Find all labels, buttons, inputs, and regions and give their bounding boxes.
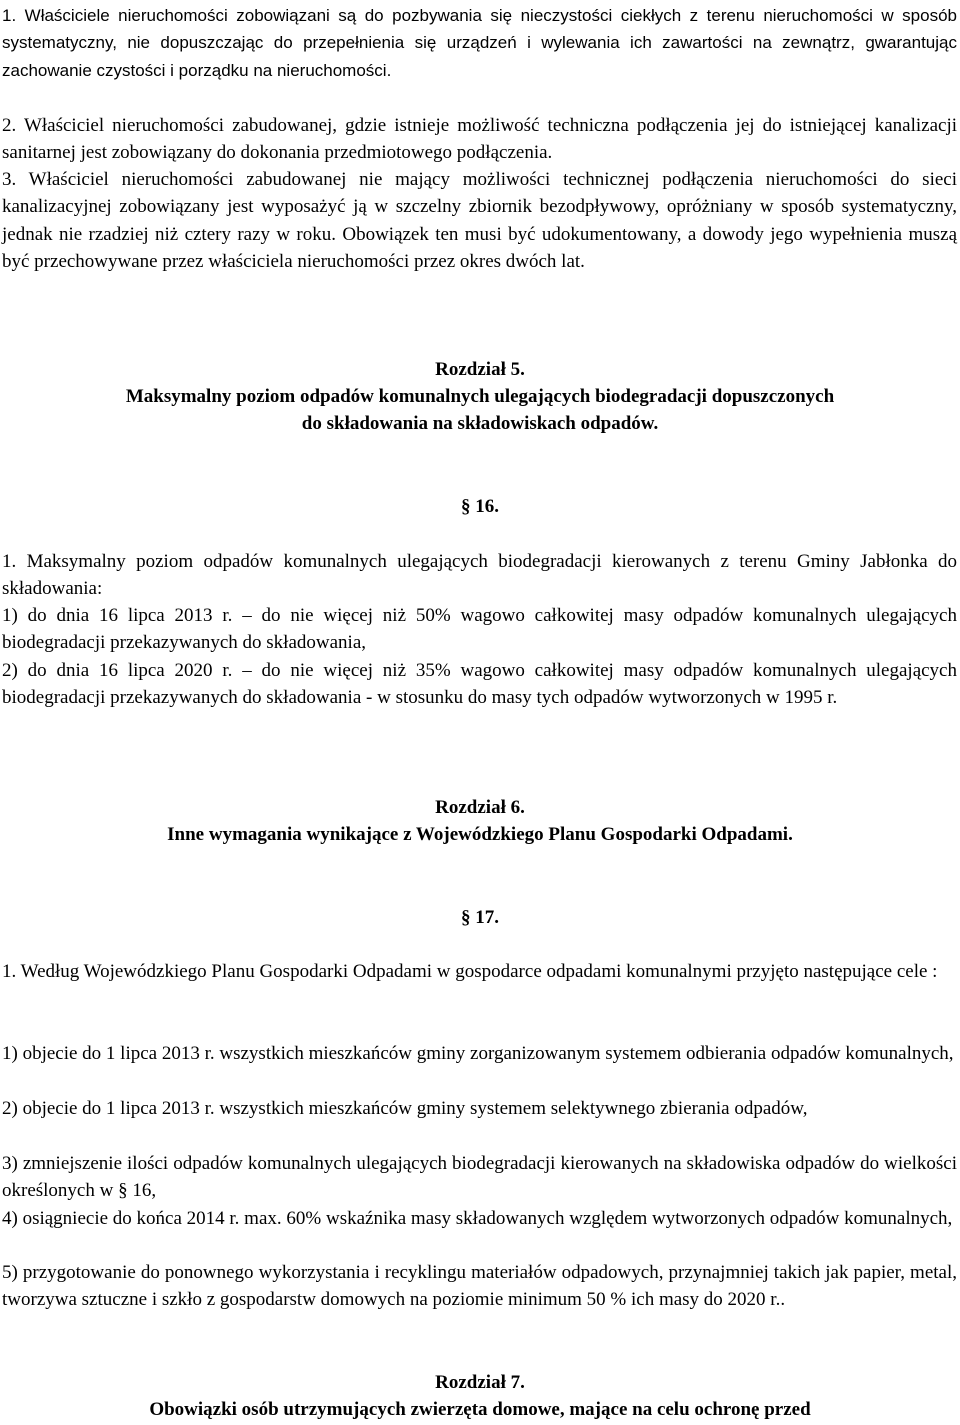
section-sign-icon: § <box>461 496 471 517</box>
section-17-heading <box>0 904 960 931</box>
chapter-5-intro: 1. Maksymalny poziom odpadów komunalnych ulegających biodegradacji kierowanych z terenu Gminy Jabłonka do składowania: <box>2 551 957 600</box>
section-sign-icon: § <box>461 907 471 928</box>
chapter-6-intro: 1. Według Wojewódzkiego Planu Gospodarki Odpadami w gospodarce odpadami komunalnymi przyjęto następujące cele : <box>2 961 938 982</box>
section-16-number: 16. <box>475 496 499 517</box>
chapter-5-title-line-2: do składowania na składowiskach odpadów. <box>301 413 659 434</box>
chapter-7-label: Rozdział 7. <box>435 1372 525 1393</box>
chapter-6-item-4: 4) osiągniecie do końca 2014 r. max. 60% wskaźnika masy składowanych względem wytworzonych odpadów komunalnych, <box>2 1208 953 1229</box>
chapter-7-title-line-1: Obowiązki osób utrzymujących zwierzęta domowe, mające na celu ochronę przed <box>149 1399 811 1420</box>
chapter-6-item-3: 3) zmniejszenie ilości odpadów komunalnych ulegających biodegradacji kierowanych na składowiska odpadów do wielkości określonych w § 16, <box>2 1153 957 1202</box>
chapter-5-title-line-1: Maksymalny poziom odpadów komunalnych ulegających biodegradacji dopuszczonych <box>125 386 835 407</box>
chapter-6-item-1: 1) objecie do 1 lipca 2013 r. wszystkich mieszkańców gminy zorganizowanym systemem odbierania odpadów komunalnych, <box>2 1043 954 1064</box>
section-17-number: 17. <box>475 907 499 928</box>
chapter-5-label: Rozdział 5. <box>435 359 525 380</box>
chapter-6-item-2: 2) objecie do 1 lipca 2013 r. wszystkich mieszkańców gminy systemem selektywnego zbierania odpadów, <box>2 1098 808 1119</box>
chapter-6-title: Inne wymagania wynikające z Wojewódzkiego Planu Gospodarki Odpadami. <box>167 824 793 845</box>
section-16-heading <box>0 493 960 520</box>
chapter-6-item-5: 5) przygotowanie do ponownego wykorzystania i recyklingu materiałów odpadowych, przynajmniej takich jak papier, metal, tworzywa sztuczne i szkło z gospodarstw domowych na poziomie minimum 50 % ich masy do 2020 r.. <box>2 1262 957 1311</box>
paragraph-3: 3. Właściciel nieruchomości zabudowanej nie mający możliwości technicznej podłączenia nieruchomości do sieci kanalizacyjnej zobowiązany jest wyposażyć ją w szczelny zbiornik bezodpływowy, opróżniany w sposób systematyczny, jednak nie rzadziej niż cztery razy w roku. Obowiązek ten musi być udokumentowany, a dowody jego wypełnienia muszą być przechowywane przez właściciela nieruchomości przez okres dwóch lat. <box>2 169 957 272</box>
chapter-5-item-1: 1) do dnia 16 lipca 2013 r. – do nie więcej niż 50% wagowo całkowitej masy odpadów komunalnych ulegających biodegradacji przekazywanych do składowania, <box>2 605 957 654</box>
chapter-6-label: Rozdział 6. <box>435 797 525 818</box>
paragraph-2: 2. Właściciel nieruchomości zabudowanej, gdzie istnieje możliwość techniczna podłączenia jej do istniejącej kanalizacji sanitarnej jest zobowiązany do dokonania przedmiotowego podłączenia. <box>2 115 957 164</box>
paragraph-1: 1. Właściciele nieruchomości zobowiązani są do pozbywania się nieczystości ciekłych z terenu nieruchomości w sposób systematyczny, nie dopuszczając do przepełnienia się urządzeń i wylewania ich zawartości na zewnątrz, gwarantując zachowanie czystości i porządku na nieruchomości. <box>2 6 957 80</box>
chapter-5-item-2: 2) do dnia 16 lipca 2020 r. – do nie więcej niż 35% wagowo całkowitej masy odpadów komunalnych ulegających biodegradacji przekazywanych do składowania - w stosunku do masy tych odpadów wytworzonych w 1995 r. <box>2 660 957 709</box>
